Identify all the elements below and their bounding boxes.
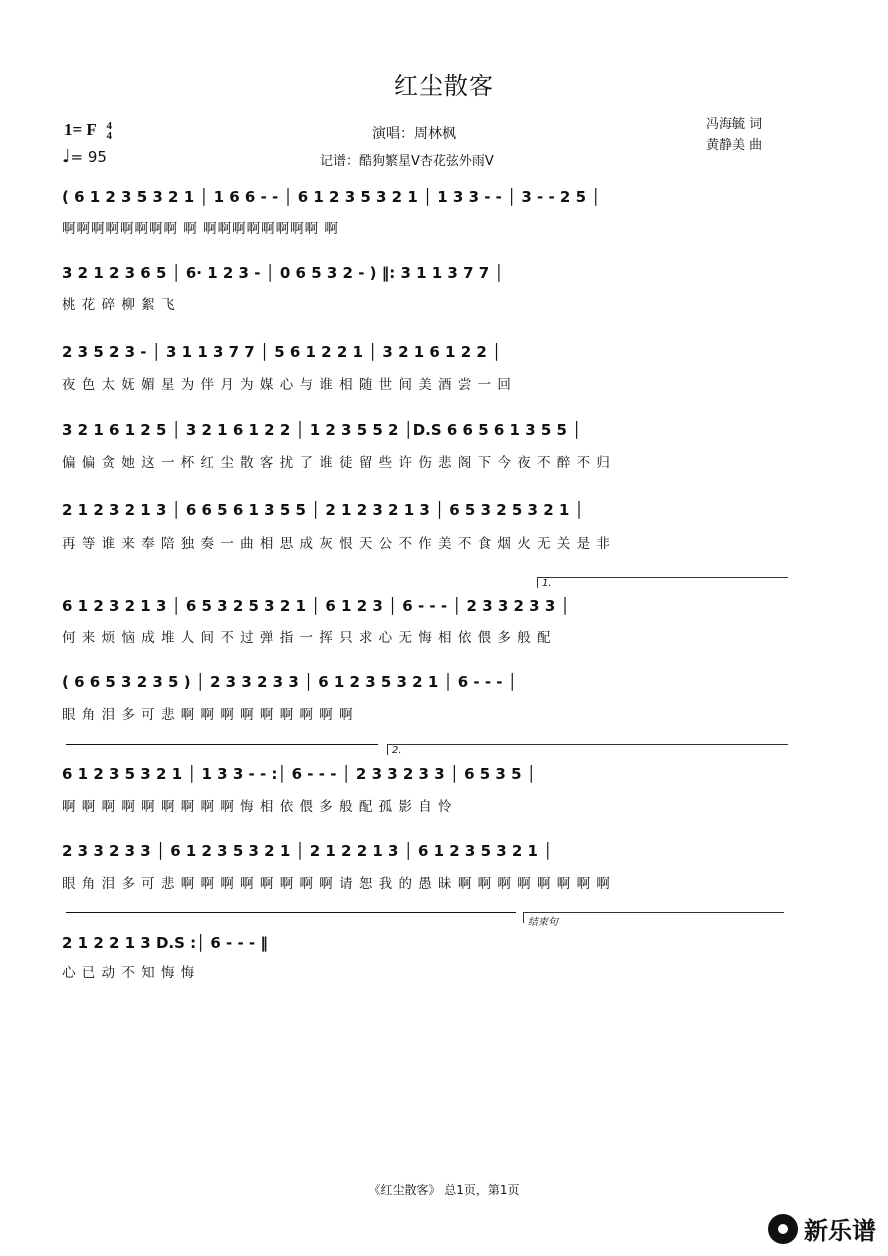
- notes-row-4: 3 2 1 6 1 2 5 │ 3 2 1 6 1 2 2 │ 1 2 3 5 5 2 │D.S 6 6 5 6 1 3 5 5 │: [62, 421, 582, 439]
- notes-row-2: 3 2 1 2 3 6 5 │ 6· 1 2 3 - │ 0 6 5 3 2 - ) ‖: 3 1 1 3 7 7 │: [62, 264, 504, 282]
- scribe-credit: 记谱：酷狗繁星V杏花弦外雨V: [320, 154, 494, 169]
- lyricist-credit: 冯海毓 词: [706, 117, 763, 132]
- key-label: 1= F: [64, 120, 97, 139]
- lyrics-row-6: 何 来 烦 恼 成 堆 人 间 不 过 弹 指 一 挥 只 求 心 无 悔 相 依 偎 多 般 配: [62, 630, 552, 646]
- time-bottom: 4: [106, 130, 112, 143]
- lyrics-row-8: 啊 啊 啊 啊 啊 啊 啊 啊 啊 悔 相 依 偎 多 般 配 孤 影 自 怜: [62, 799, 453, 815]
- singer-credit: 演唱：周林枫: [372, 126, 456, 142]
- tempo-marking: [62, 146, 107, 167]
- lyrics-row-4: 偏 偏 贪 她 这 一 杯 红 尘 散 客 扰 了 谁 徒 留 些 许 伤 悲 阁 下 今 夜 不 醉 不 归: [62, 455, 611, 471]
- quarter-note-icon: ♩: [62, 146, 71, 167]
- notes-row-5: 2 1 2 3 2 1 3 │ 6 6 5 6 1 3 5 5 │ 2 1 2 3 2 1 3 │ 6 5 3 2 5 3 2 1 │: [62, 501, 584, 519]
- page-title: 红尘散客: [394, 72, 494, 100]
- lyrics-row-10: 心 已 动 不 知 悔 悔: [62, 965, 196, 981]
- notes-row-7: ( 6 6 5 3 2 3 5 ) │ 2 3 3 2 3 3 │ 6 1 2 3 5 3 2 1 │ 6 - - - │: [62, 673, 517, 691]
- notes-row-6: 6 1 2 3 2 1 3 │ 6 5 3 2 5 3 2 1 │ 6 1 2 3 │ 6 - - - │ 2 3 3 2 3 3 │: [62, 597, 570, 615]
- first-ending-bracket: 1.: [537, 577, 788, 588]
- lyrics-row-1: 啊啊啊啊啊啊啊啊 啊 啊啊啊啊啊啊啊啊 啊: [62, 221, 339, 237]
- lyrics-row-3: 夜 色 太 妩 媚 星 为 伴 月 为 媒 心 与 谁 相 随 世 间 美 酒 尝 一 回: [62, 377, 512, 393]
- first-ending-continuation: [66, 744, 378, 745]
- time-top: 4: [106, 120, 112, 133]
- key-signature: [64, 120, 112, 141]
- notes-row-1: ( 6 1 2 3 5 3 2 1 │ 1 6 6 - - │ 6 1 2 3 5 3 2 1 │ 1 3 3 - - │ 3 - - 2 5 │: [62, 188, 601, 206]
- time-signature: [106, 121, 112, 141]
- lyrics-row-7: 眼 角 泪 多 可 悲 啊 啊 啊 啊 啊 啊 啊 啊 啊: [62, 707, 354, 723]
- lyrics-row-2: 桃 花 碎 柳 絮 飞: [62, 297, 176, 313]
- second-ending-bracket: 2.: [387, 744, 788, 755]
- notes-row-9: 2 3 3 2 3 3 │ 6 1 2 3 5 3 2 1 │ 2 1 2 2 1 3 │ 6 1 2 3 5 3 2 1 │: [62, 842, 553, 860]
- page-footer: 《红尘散客》 总1页，第1页: [368, 1183, 520, 1197]
- notes-row-3: 2 3 5 2 3 - │ 3 1 1 3 7 7 │ 5 6 1 2 2 1 │ 3 2 1 6 1 2 2 │: [62, 343, 502, 361]
- second-ending-continuation: [66, 912, 516, 913]
- vinyl-disc-icon: [768, 1214, 798, 1244]
- lyrics-row-9: 眼 角 泪 多 可 悲 啊 啊 啊 啊 啊 啊 啊 啊 请 恕 我 的 愚 昧 啊 啊 啊 啊 啊 啊 啊 啊: [62, 876, 611, 892]
- notes-row-8: 6 1 2 3 5 3 2 1 │ 1 3 3 - - :│ 6 - - - │ 2 3 3 2 3 3 │ 6 5 3 5 │: [62, 765, 536, 783]
- tempo-value: = 95: [70, 148, 107, 166]
- site-logo: [768, 1211, 876, 1246]
- notes-row-10: 2 1 2 2 1 3 D.S :│ 6 - - - ‖: [62, 934, 268, 952]
- composer-credit: 黄静美 曲: [706, 138, 763, 153]
- lyrics-row-5: 再 等 谁 来 奉 陪 独 奏 一 曲 相 思 成 灰 恨 天 公 不 作 美 不 食 烟 火 无 关 是 非: [62, 536, 611, 552]
- logo-text: 新乐谱: [804, 1217, 876, 1245]
- final-ending-bracket: 结束句: [523, 912, 784, 923]
